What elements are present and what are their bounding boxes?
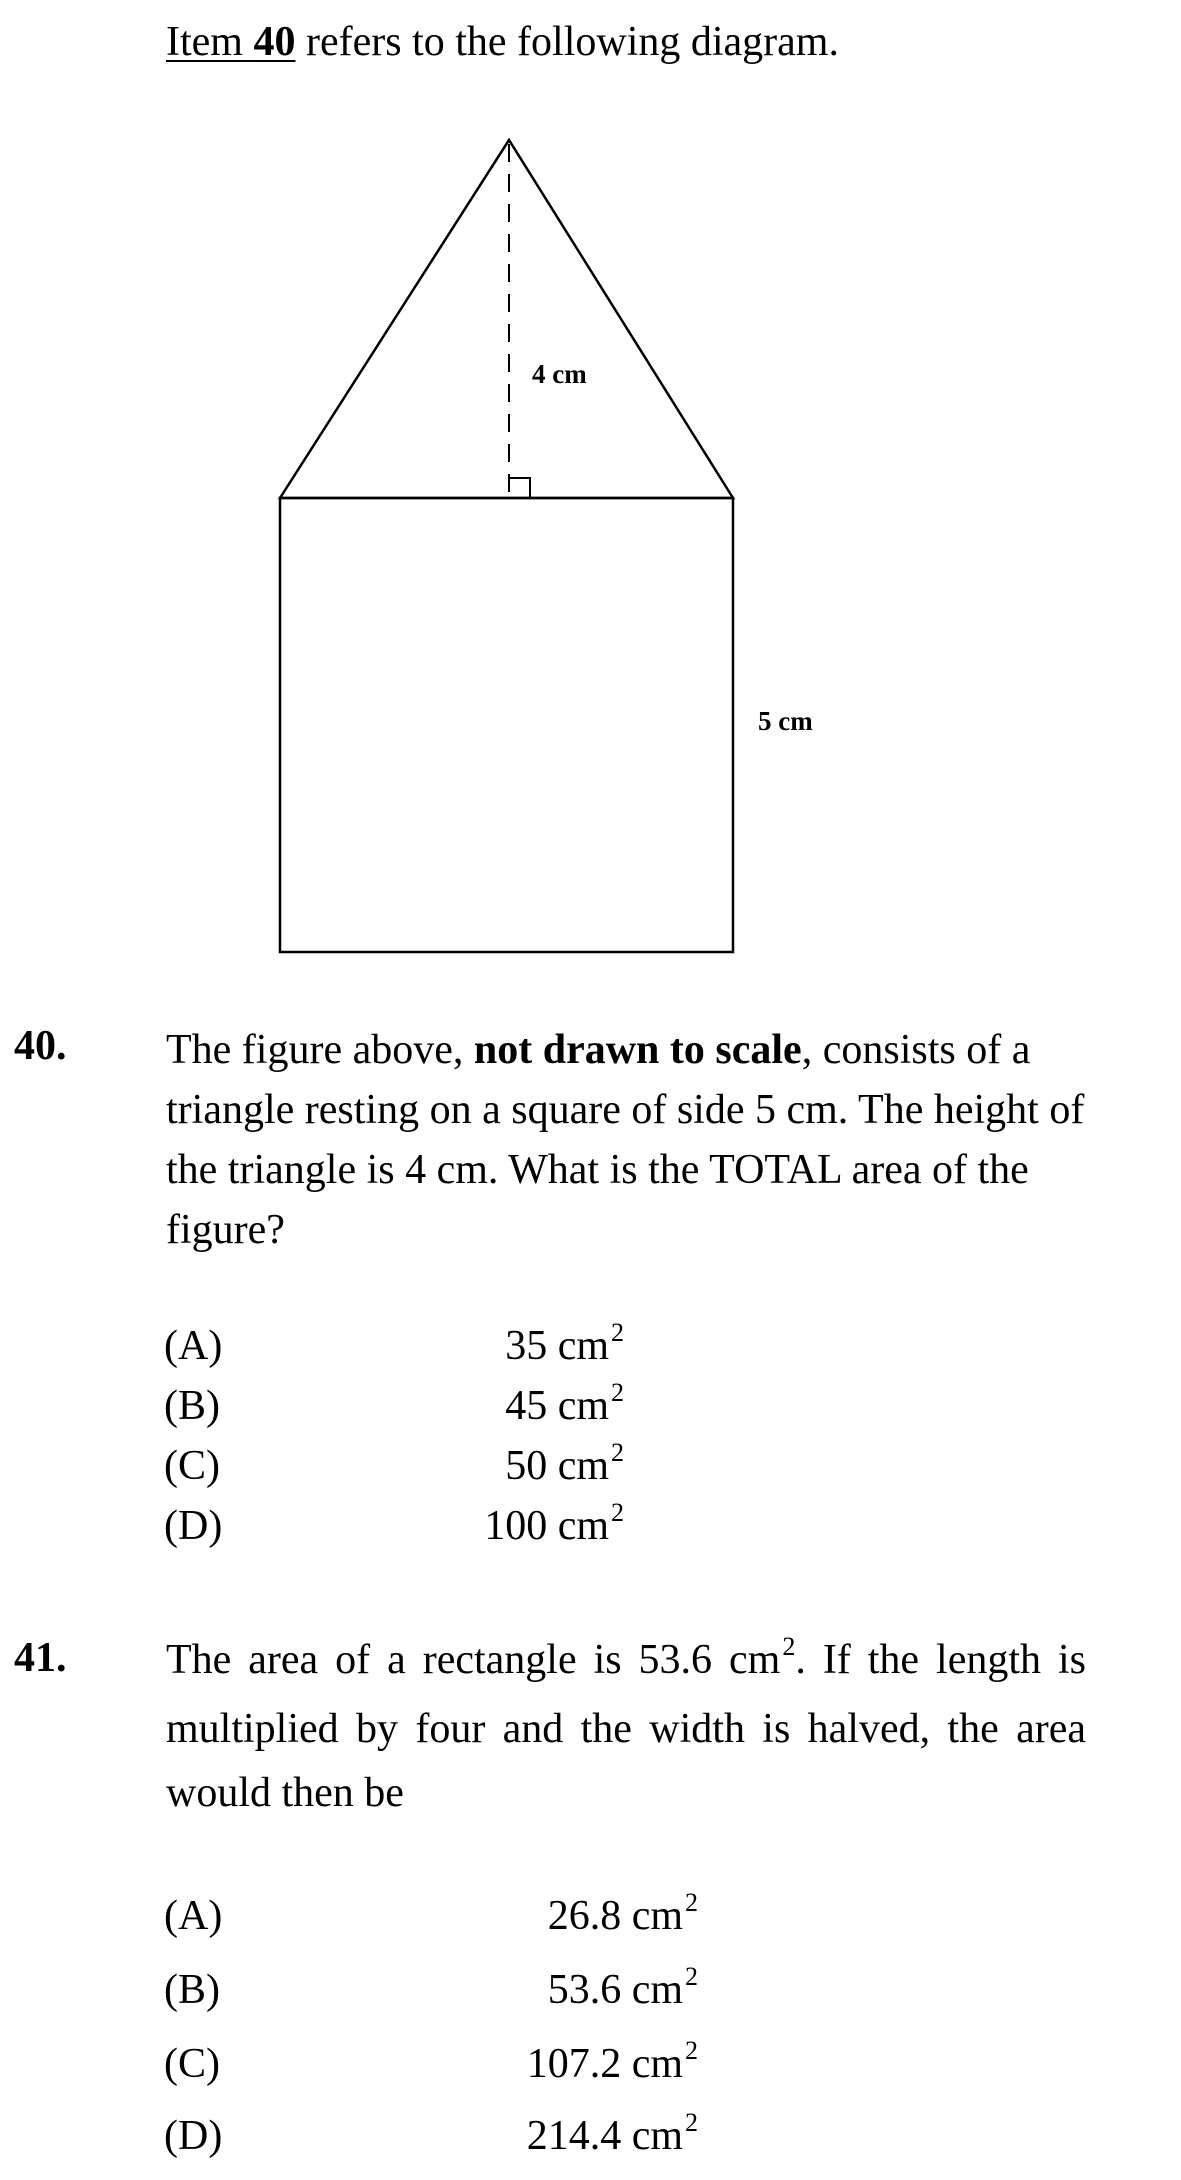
item-intro-label: Item 40 [166,19,296,65]
q41-option-a[interactable]: (A) 26.8 $cm^2$ [164,1888,698,1939]
q40-option-d[interactable]: (D) 100 $cm^2$ [164,1498,624,1549]
side-label: 5 cm [758,706,813,736]
q40-number: 40. [14,1023,67,1069]
q40-option-c[interactable]: (C) 50 $cm^2$ [164,1438,624,1489]
triangle-square-diagram [0,0,1181,1000]
q41-option-b[interactable]: (B) 53.6 $cm^2$ [164,1962,698,2013]
triangle [280,140,733,498]
square [280,498,733,952]
height-label: 4 cm [532,359,587,389]
q41-option-c[interactable]: (C) 107.2 $cm^2$ [164,2036,698,2087]
q40-emphasis: not drawn to scale [473,1027,802,1073]
q41-option-d[interactable]: (D) 214.4 $cm^2$ [164,2108,698,2159]
q41-text: The area of a rectangle is 53.6 $cm^2$. If the length is multiplied by four and the width is halved, the area would then be [166,1632,1086,1816]
q40-option-b[interactable]: (B) 45 $cm^2$ [164,1378,624,1429]
q40-text: The figure above, not drawn to scale, consists of a triangle resting on a square of side 5 cm. The height of the triangle is 4 cm. What is the TOTAL area of the figure? [166,1027,1085,1253]
q40-option-a[interactable]: (A) 35 $cm^2$ [164,1318,624,1369]
q41-number: 41. [14,1635,67,1681]
item-intro-suffix: refers to the following diagram. [305,19,839,65]
right-angle-marker [509,478,530,498]
